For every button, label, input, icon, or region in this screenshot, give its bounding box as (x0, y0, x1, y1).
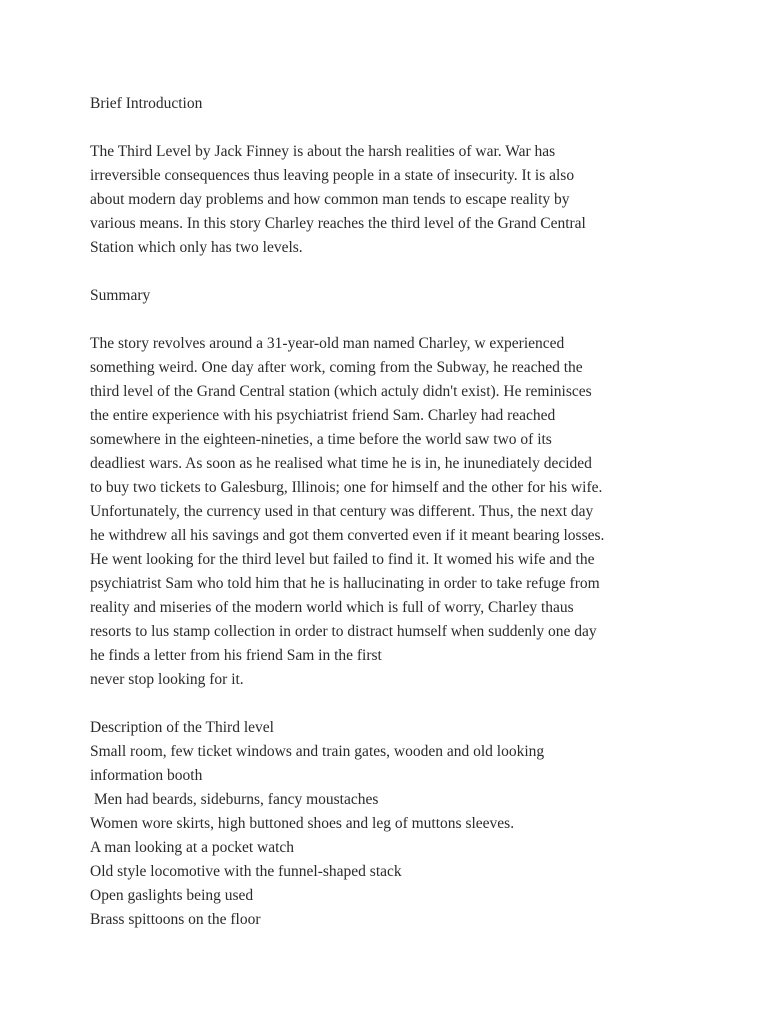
description-line: Men had beards, sideburns, fancy moustaches (90, 791, 379, 808)
summary-paragraph (90, 332, 690, 692)
document-page (90, 92, 690, 932)
description-line: information booth (90, 767, 203, 784)
description-line: A man looking at a pocket watch (90, 839, 295, 856)
summary-line: to buy two tickets to Galesburg, Illinois; one for himself and the other for his wife. (90, 479, 603, 496)
description-heading: Description of the Third level (90, 719, 274, 736)
summary-line: never stop looking for it. (90, 671, 244, 688)
description-list (90, 716, 690, 932)
description-line: Small room, few ticket windows and train gates, wooden and old looking (90, 743, 545, 760)
summary-line: something weird. One day after work, coming from the Subway, he reached the (90, 359, 583, 376)
blank-line (90, 260, 690, 284)
blank-line (90, 116, 690, 140)
intro-line: Station which only has two levels. (90, 239, 303, 256)
summary-line: deadliest wars. As soon as he realised what time he is in, he inunediately decided (90, 455, 592, 472)
summary-line: he finds a letter from his friend Sam in the first (90, 647, 382, 664)
description-line: Open gaslights being used (90, 887, 254, 904)
summary-line: somewhere in the eighteen-nineties, a time before the world saw two of its (90, 431, 552, 448)
blank-line (90, 308, 690, 332)
intro-line: irreversible consequences thus leaving people in a state of insecurity. It is also (90, 167, 575, 184)
summary-line: Unfortunately, the currency used in that century was different. Thus, the next day (90, 503, 594, 520)
intro-line: about modern day problems and how common man tends to escape reality by (90, 191, 570, 208)
summary-line: The story revolves around a 31-year-old man named Charley, w experienced (90, 335, 565, 352)
summary-line: the entire experience with his psychiatrist friend Sam. Charley had reached (90, 407, 556, 424)
intro-line: The Third Level by Jack Finney is about the harsh realities of war. War has (90, 143, 556, 160)
intro-paragraph (90, 140, 690, 260)
description-line: Brass spittoons on the floor (90, 911, 261, 928)
description-line: Old style locomotive with the funnel-shaped stack (90, 863, 402, 880)
summary-line: resorts to lus stamp collection in order to distract humself when suddenly one day (90, 623, 597, 640)
summary-line: He went looking for the third level but failed to find it. It womed his wife and the (90, 551, 595, 568)
intro-line: various means. In this story Charley reaches the third level of the Grand Central (90, 215, 586, 232)
summary-line: reality and miseries of the modern world which is full of worry, Charley thaus (90, 599, 574, 616)
summary-line: third level of the Grand Central station (which actuly didn't exist). He reminisces (90, 383, 592, 400)
description-line: Women wore skirts, high buttoned shoes and leg of muttons sleeves. (90, 815, 515, 832)
summary-line: psychiatrist Sam who told him that he is hallucinating in order to take refuge from (90, 575, 600, 592)
summary-heading: Summary (90, 287, 151, 304)
blank-line (90, 692, 690, 716)
intro-heading: Brief Introduction (90, 95, 203, 112)
summary-line: he withdrew all his savings and got them converted even if it meant bearing losses. (90, 527, 605, 544)
